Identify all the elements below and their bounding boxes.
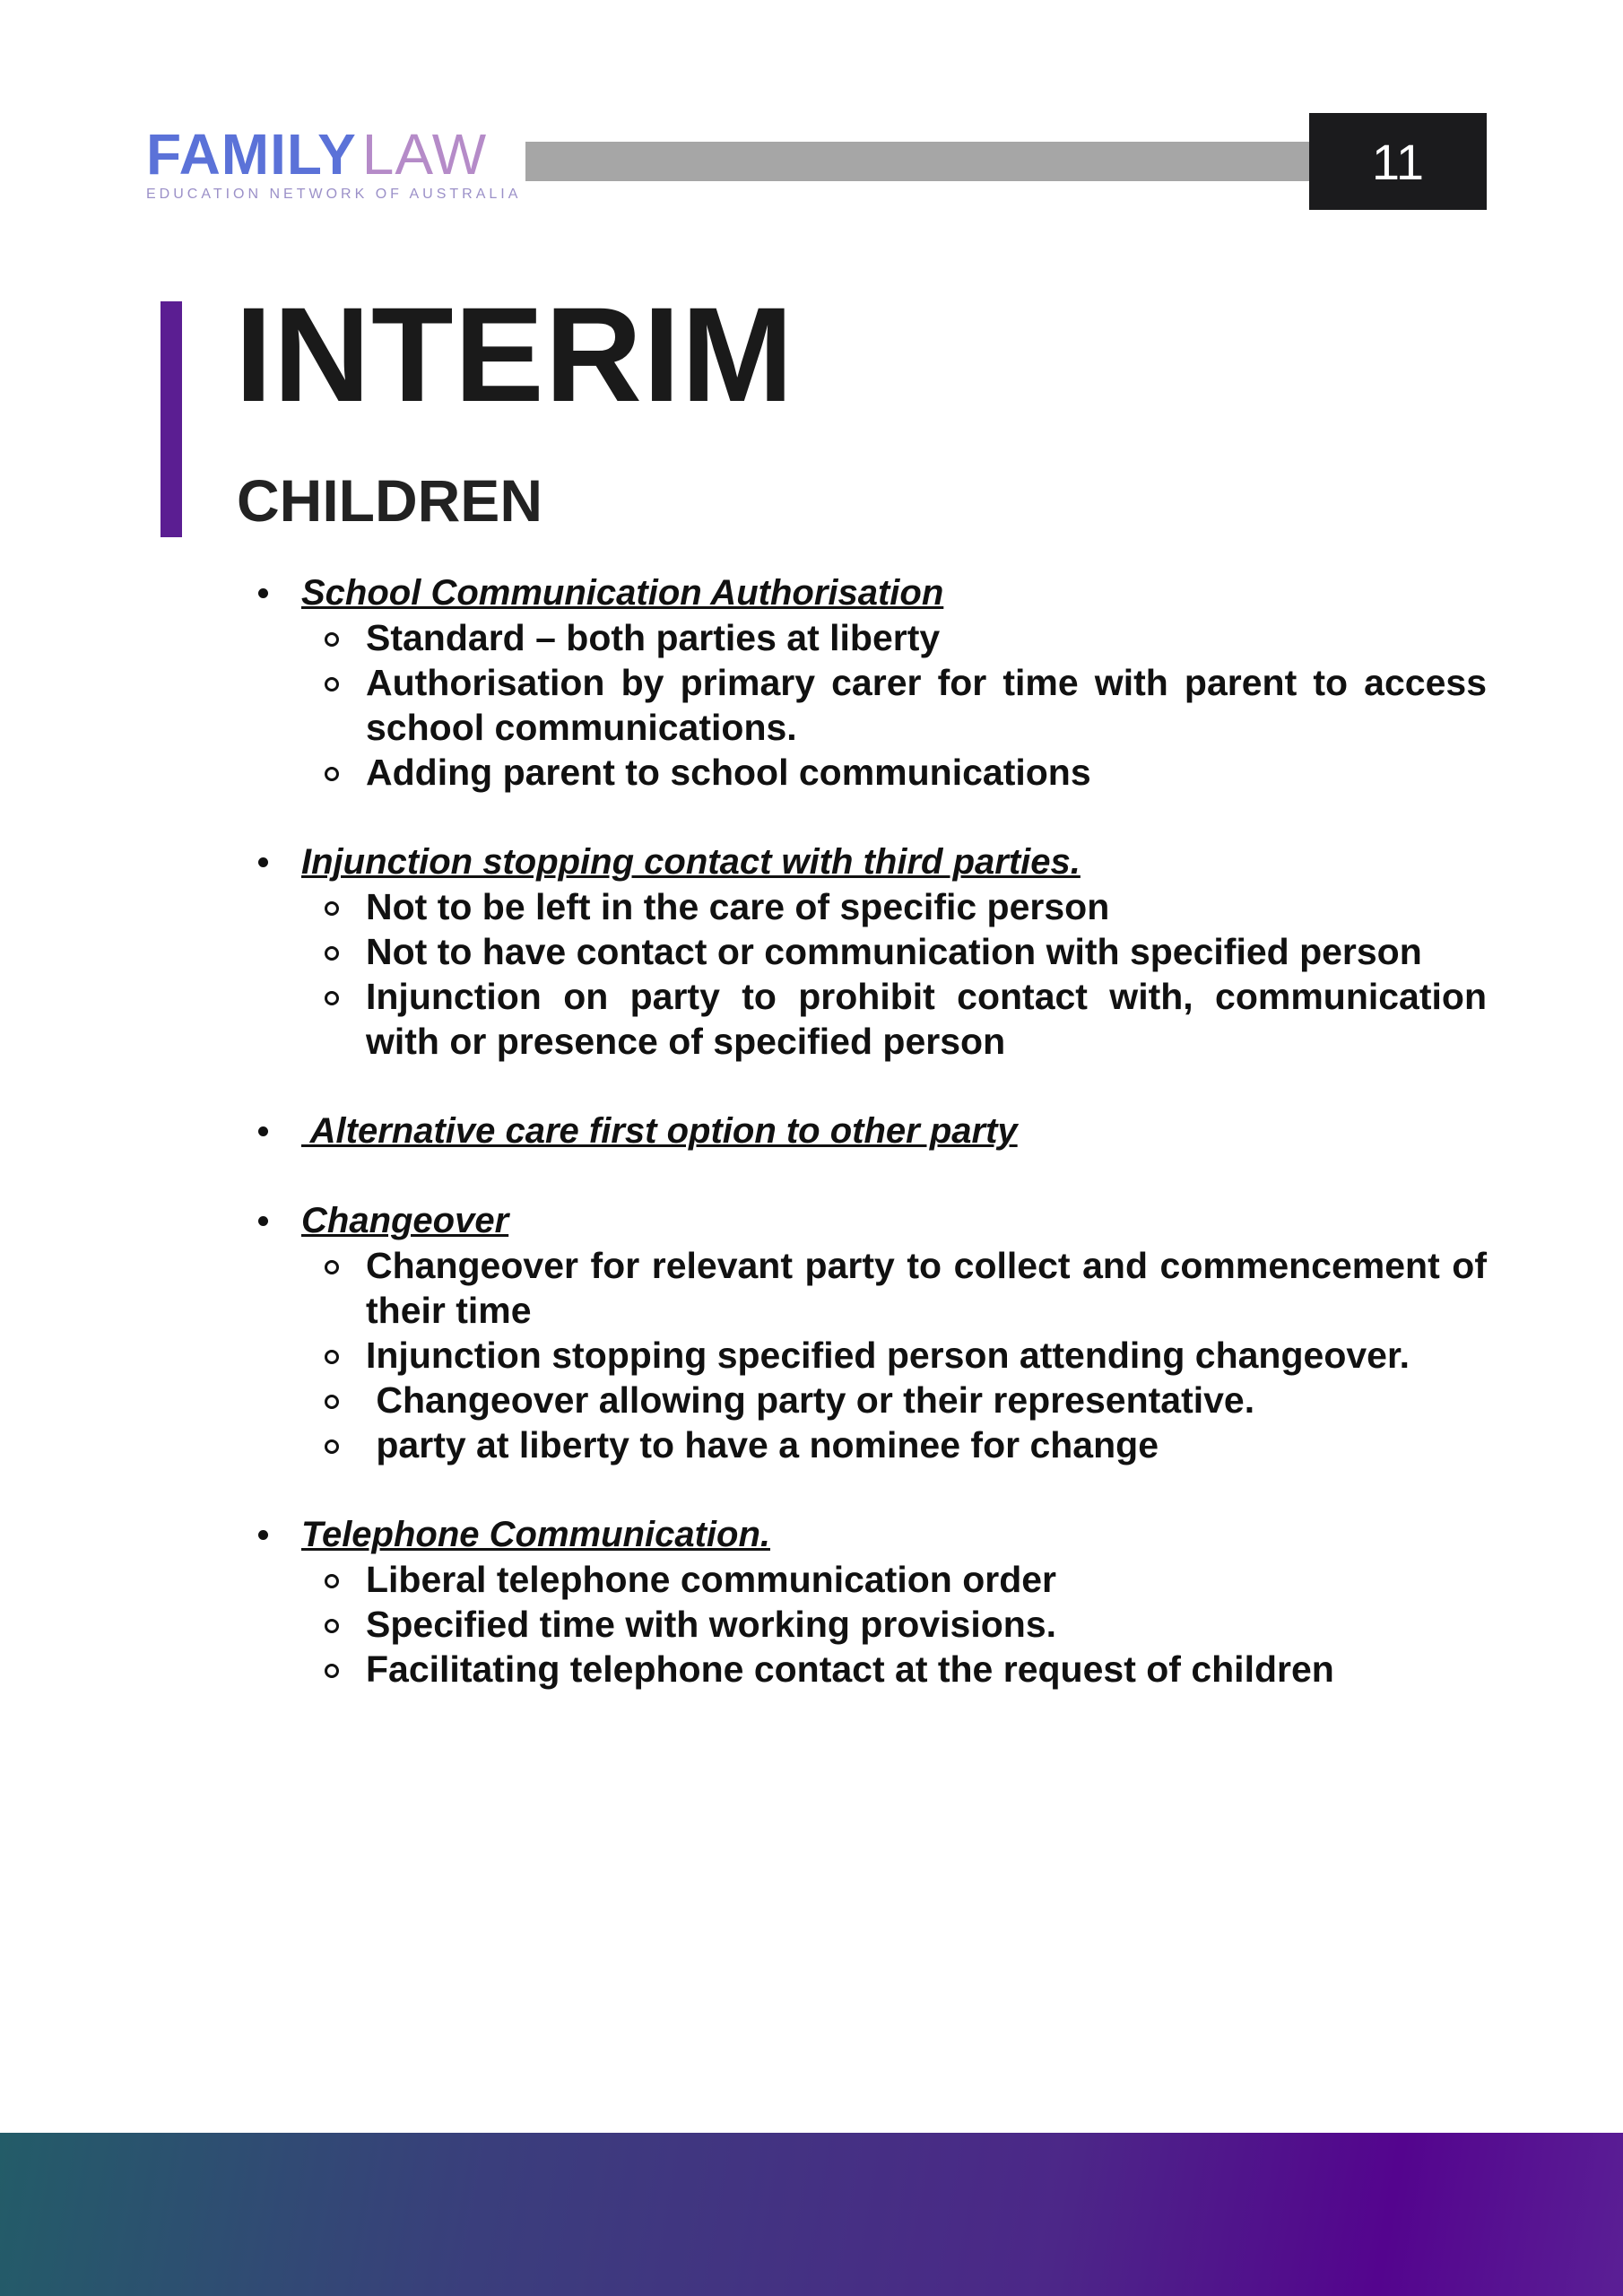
- family-law-logo: [146, 122, 522, 203]
- list-item-text: Adding parent to school communications: [366, 752, 1091, 793]
- page-subtitle: CHILDREN: [237, 467, 542, 534]
- list-item: [242, 974, 1487, 1064]
- logo-family-text: FAMILY: [146, 122, 357, 187]
- section-heading-text: Changeover: [301, 1201, 509, 1240]
- section-injunction-third-parties: [242, 839, 1487, 1064]
- list-item-text: Changeover for relevant party to collect and commencement of their time: [366, 1245, 1487, 1331]
- list-item: [242, 660, 1487, 750]
- section-heading: [242, 1109, 1487, 1153]
- footer-gradient-band: [0, 2133, 1623, 2296]
- list-item-text: Facilitating telephone contact at the request of children: [366, 1648, 1334, 1690]
- circle-bullet-icon: [325, 632, 339, 647]
- list-item: [242, 750, 1487, 795]
- list-item-text: Liberal telephone communication order: [366, 1559, 1057, 1600]
- circle-bullet-icon: [325, 677, 339, 691]
- sub-list: [242, 1557, 1487, 1692]
- list-item: [242, 1243, 1487, 1333]
- content-body: [242, 570, 1487, 1736]
- circle-bullet-icon: [325, 1395, 339, 1409]
- bullet-icon: [258, 1126, 268, 1136]
- circle-bullet-icon: [325, 991, 339, 1005]
- logo-wordmark: [146, 122, 521, 187]
- bullet-icon: [258, 1216, 268, 1226]
- page-number: 11: [1309, 113, 1487, 210]
- section-heading-text: Injunction stopping contact with third parties.: [301, 842, 1081, 882]
- bullet-icon: [258, 857, 268, 867]
- circle-bullet-icon: [325, 901, 339, 916]
- list-item: [242, 1557, 1487, 1602]
- page-header: [0, 0, 1623, 233]
- list-item-text: Changeover allowing party or their representative.: [366, 1379, 1255, 1421]
- section-heading: [242, 1198, 1487, 1243]
- list-item-text: Standard – both parties at liberty: [366, 617, 941, 658]
- bullet-icon: [258, 1530, 268, 1540]
- section-heading: [242, 570, 1487, 615]
- circle-bullet-icon: [325, 946, 339, 961]
- section-heading-text: School Communication Authorisation: [301, 573, 944, 613]
- list-item-text: Injunction on party to prohibit contact with, communication with or presence of specified person: [366, 976, 1487, 1062]
- circle-bullet-icon: [325, 1260, 339, 1274]
- section-heading-text: Telephone Communication.: [301, 1515, 770, 1554]
- list-item: [242, 884, 1487, 929]
- circle-bullet-icon: [325, 1439, 339, 1454]
- section-alternative-care: [242, 1109, 1487, 1153]
- list-item-text: Authorisation by primary carer for time with parent to access school communications.: [366, 662, 1487, 748]
- list-item: [242, 929, 1487, 974]
- sub-list: [242, 1243, 1487, 1467]
- page-title: INTERIM: [235, 279, 794, 430]
- title-accent-bar: [161, 301, 182, 537]
- circle-bullet-icon: [325, 1350, 339, 1364]
- header-rule: [525, 142, 1311, 181]
- list-item: [242, 1422, 1487, 1467]
- list-item-text: Injunction stopping specified person attending changeover.: [366, 1335, 1410, 1376]
- circle-bullet-icon: [325, 1619, 339, 1633]
- list-item: [242, 1333, 1487, 1378]
- list-item: [242, 1647, 1487, 1692]
- list-item: [242, 1378, 1487, 1422]
- list-item-text: Not to have contact or communication with specified person: [366, 931, 1422, 972]
- list-item-text: Not to be left in the care of specific person: [366, 886, 1110, 927]
- section-changeover: [242, 1198, 1487, 1467]
- circle-bullet-icon: [325, 1664, 339, 1678]
- section-heading: [242, 839, 1487, 884]
- list-item: [242, 615, 1487, 660]
- section-school-communication: [242, 570, 1487, 795]
- logo-subtitle: EDUCATION NETWORK OF AUSTRALIA: [146, 187, 522, 202]
- sub-list: [242, 615, 1487, 795]
- circle-bullet-icon: [325, 767, 339, 781]
- circle-bullet-icon: [325, 1574, 339, 1588]
- section-telephone-communication: [242, 1512, 1487, 1692]
- list-item: [242, 1602, 1487, 1647]
- list-item-text: party at liberty to have a nominee for change: [366, 1424, 1159, 1465]
- section-heading: [242, 1512, 1487, 1557]
- bullet-icon: [258, 588, 268, 598]
- logo-law-text: LAW: [361, 122, 488, 187]
- list-item-text: Specified time with working provisions.: [366, 1604, 1057, 1645]
- sub-list: [242, 884, 1487, 1064]
- section-heading-text: Alternative care first option to other party: [301, 1111, 1018, 1151]
